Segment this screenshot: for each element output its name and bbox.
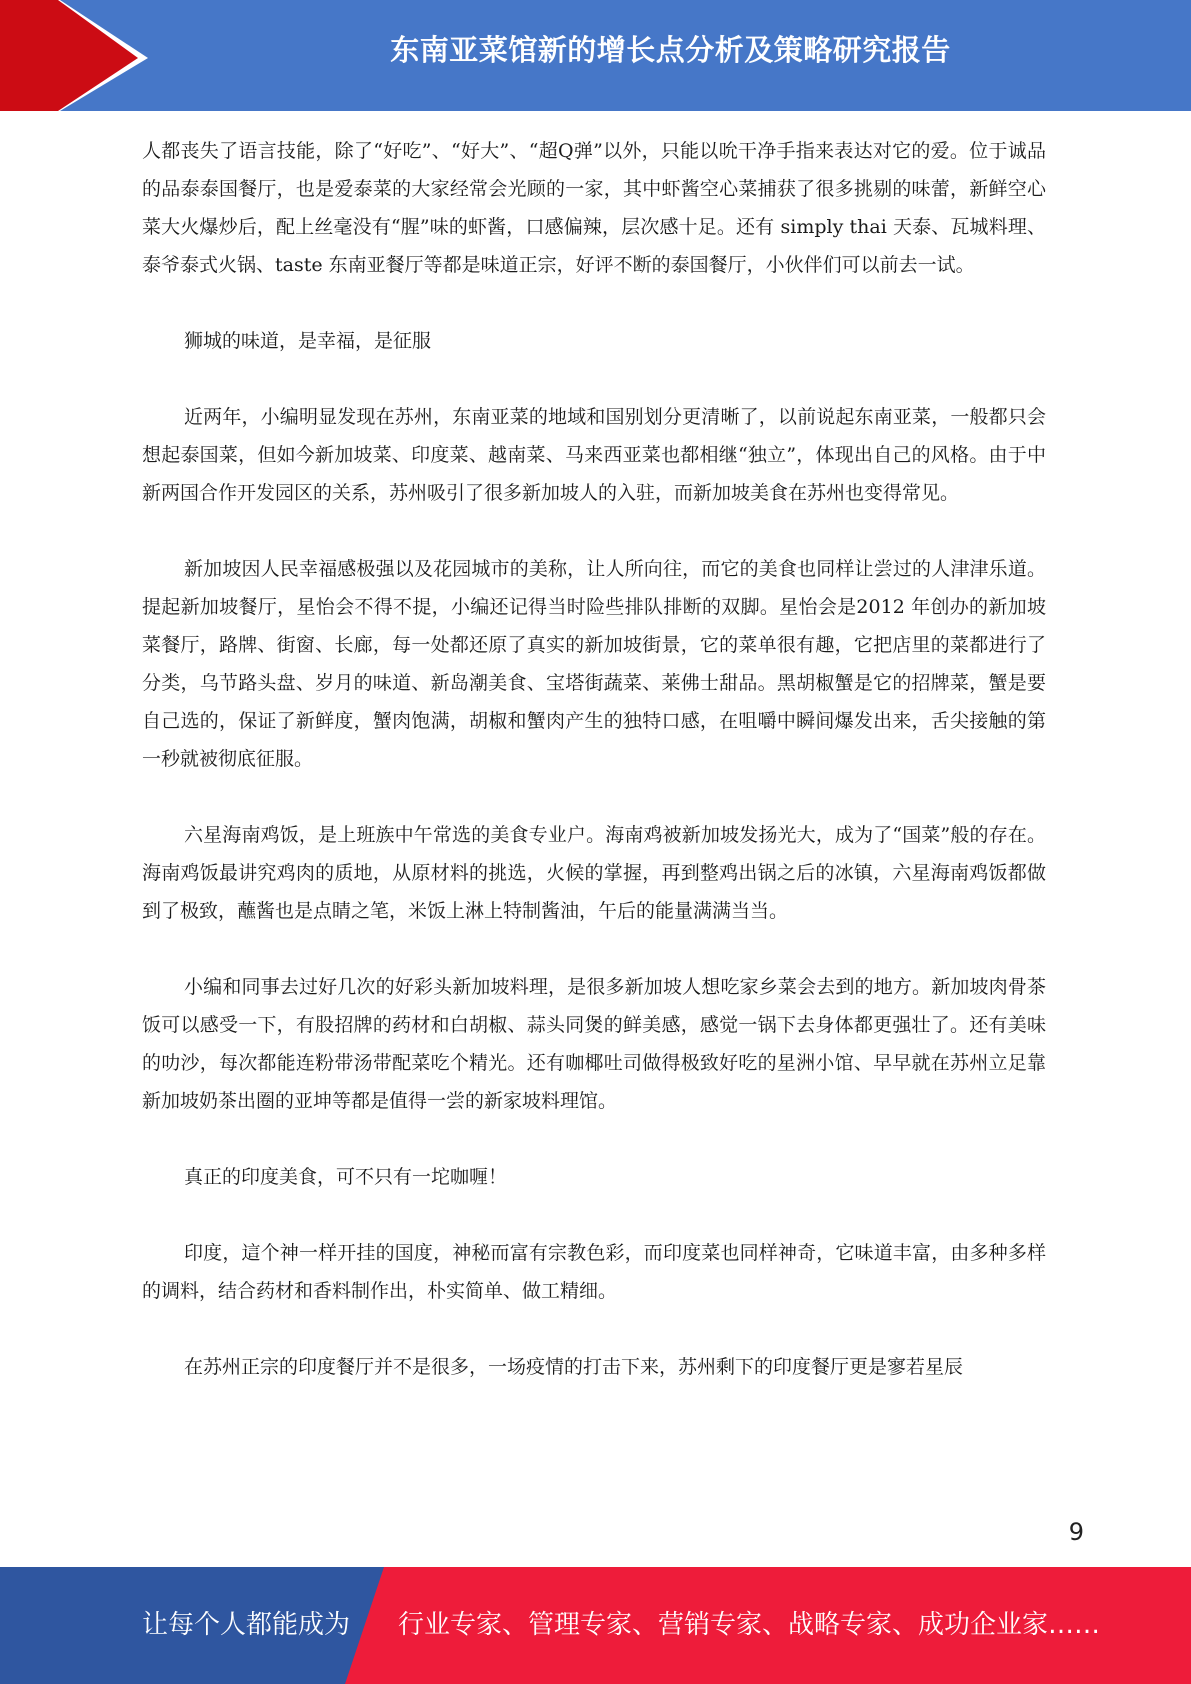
page-number: 9 [1068,1518,1084,1546]
page-title: 东南亚菜馆新的增长点分析及策略研究报告 [390,33,951,67]
paragraph: 新加坡因人民幸福感极强以及花园城市的美称，让人所向往，而它的美食也同样让尝过的人津津乐道。提起新加坡餐厅，星怡会不得不提，小编还记得当时险些排队排断的双脚。星怡会是2012 年创办的新加坡菜餐厅，路牌、街窗、长廊，每一处都还原了真实的新加坡街景，它的菜单很有趣，它把店里的菜都进行了分类，乌节路头盘、岁月的味道、新岛潮美食、宝塔街蔬菜、莱佛士甜品。黑胡椒蟹是它的招牌菜，蟹是要自己选的，保证了新鲜度，蟹肉饱满，胡椒和蟹肉产生的独特口感，在咀嚼中瞬间爆发出来，舌尖接触的第一秒就被彻底征服。 [142,558,1046,770]
footer-slogan-right: 行业专家、管理专家、营销专家、战略专家、成功企业家…… [398,1610,1101,1640]
footer-slogan-left: 让每个人都能成为 [142,1610,351,1640]
paragraph: 印度，這个神一样开挂的国度，神秘而富有宗教色彩，而印度菜也同样神奇，它味道丰富，由多种多样的调料，结合药材和香料制作出，朴实简单、做工精细。 [142,1242,1046,1302]
paragraph: 近两年，小编明显发现在苏州，东南亚菜的地域和国别划分更清晰了，以前说起东南亚菜，一般都只会想起泰国菜，但如今新加坡菜、印度菜、越南菜、马来西亚菜也都相继“独立”，体现出自己的风格。由于中新两国合作开发园区的关系，苏州吸引了很多新加坡人的入驻，而新加坡美食在苏州也变得常见。 [142,406,1046,504]
paragraph: 小编和同事去过好几次的好彩头新加坡料理，是很多新加坡人想吃家乡菜会去到的地方。新加坡肉骨茶饭可以感受一下，有股招牌的药材和白胡椒、蒜头同煲的鲜美感，感觉一锅下去身体都更强壮了。还有美味的叻沙，每次都能连粉带汤带配菜吃个精光。还有咖椰吐司做得极致好吃的星洲小馆、早早就在苏州立足靠新加坡奶茶出圈的亚坤等都是值得一尝的新家坡料理馆。 [142,976,1046,1112]
header-banner [0,0,1191,111]
paragraph: 人都丧失了语言技能，除了“好吃”、“好大”、“超Q弹”以外，只能以吮干净手指来表达对它的爱。位于诚品的品泰泰国餐厅，也是爱泰菜的大家经常会光顾的一家，其中虾酱空心菜捕获了很多挑剔的味蕾，新鲜空心菜大火爆炒后，配上丝毫没有“腥”味的虾酱，口感偏辣，层次感十足。还有 simply thai 天泰、瓦城料理、泰爷泰式火锅、taste 东南亚餐厅等都是味道正宗，好评不断的泰国餐厅，小伙伴们可以前去一试。 [142,140,1046,276]
paragraph: 在苏州正宗的印度餐厅并不是很多，一场疫情的打击下来，苏州剩下的印度餐厅更是寥若星辰 [184,1356,964,1378]
document-body [142,132,1046,1386]
section-heading: 真正的印度美食，可不只有一坨咖喱！ [184,1166,508,1188]
paragraph: 六星海南鸡饭，是上班族中午常选的美食专业户。海南鸡被新加坡发扬光大，成为了“国菜”般的存在。海南鸡饭最讲究鸡肉的质地，从原材料的挑选，火候的掌握，再到整鸡出锅之后的冰镇，六星海南鸡饭都做到了极致，蘸酱也是点睛之笔，米饭上淋上特制酱油，午后的能量满满当当。 [142,824,1046,922]
footer-banner [0,1567,1191,1684]
header-red-chevron [0,0,138,111]
section-heading: 狮城的味道，是幸福，是征服 [184,330,432,352]
